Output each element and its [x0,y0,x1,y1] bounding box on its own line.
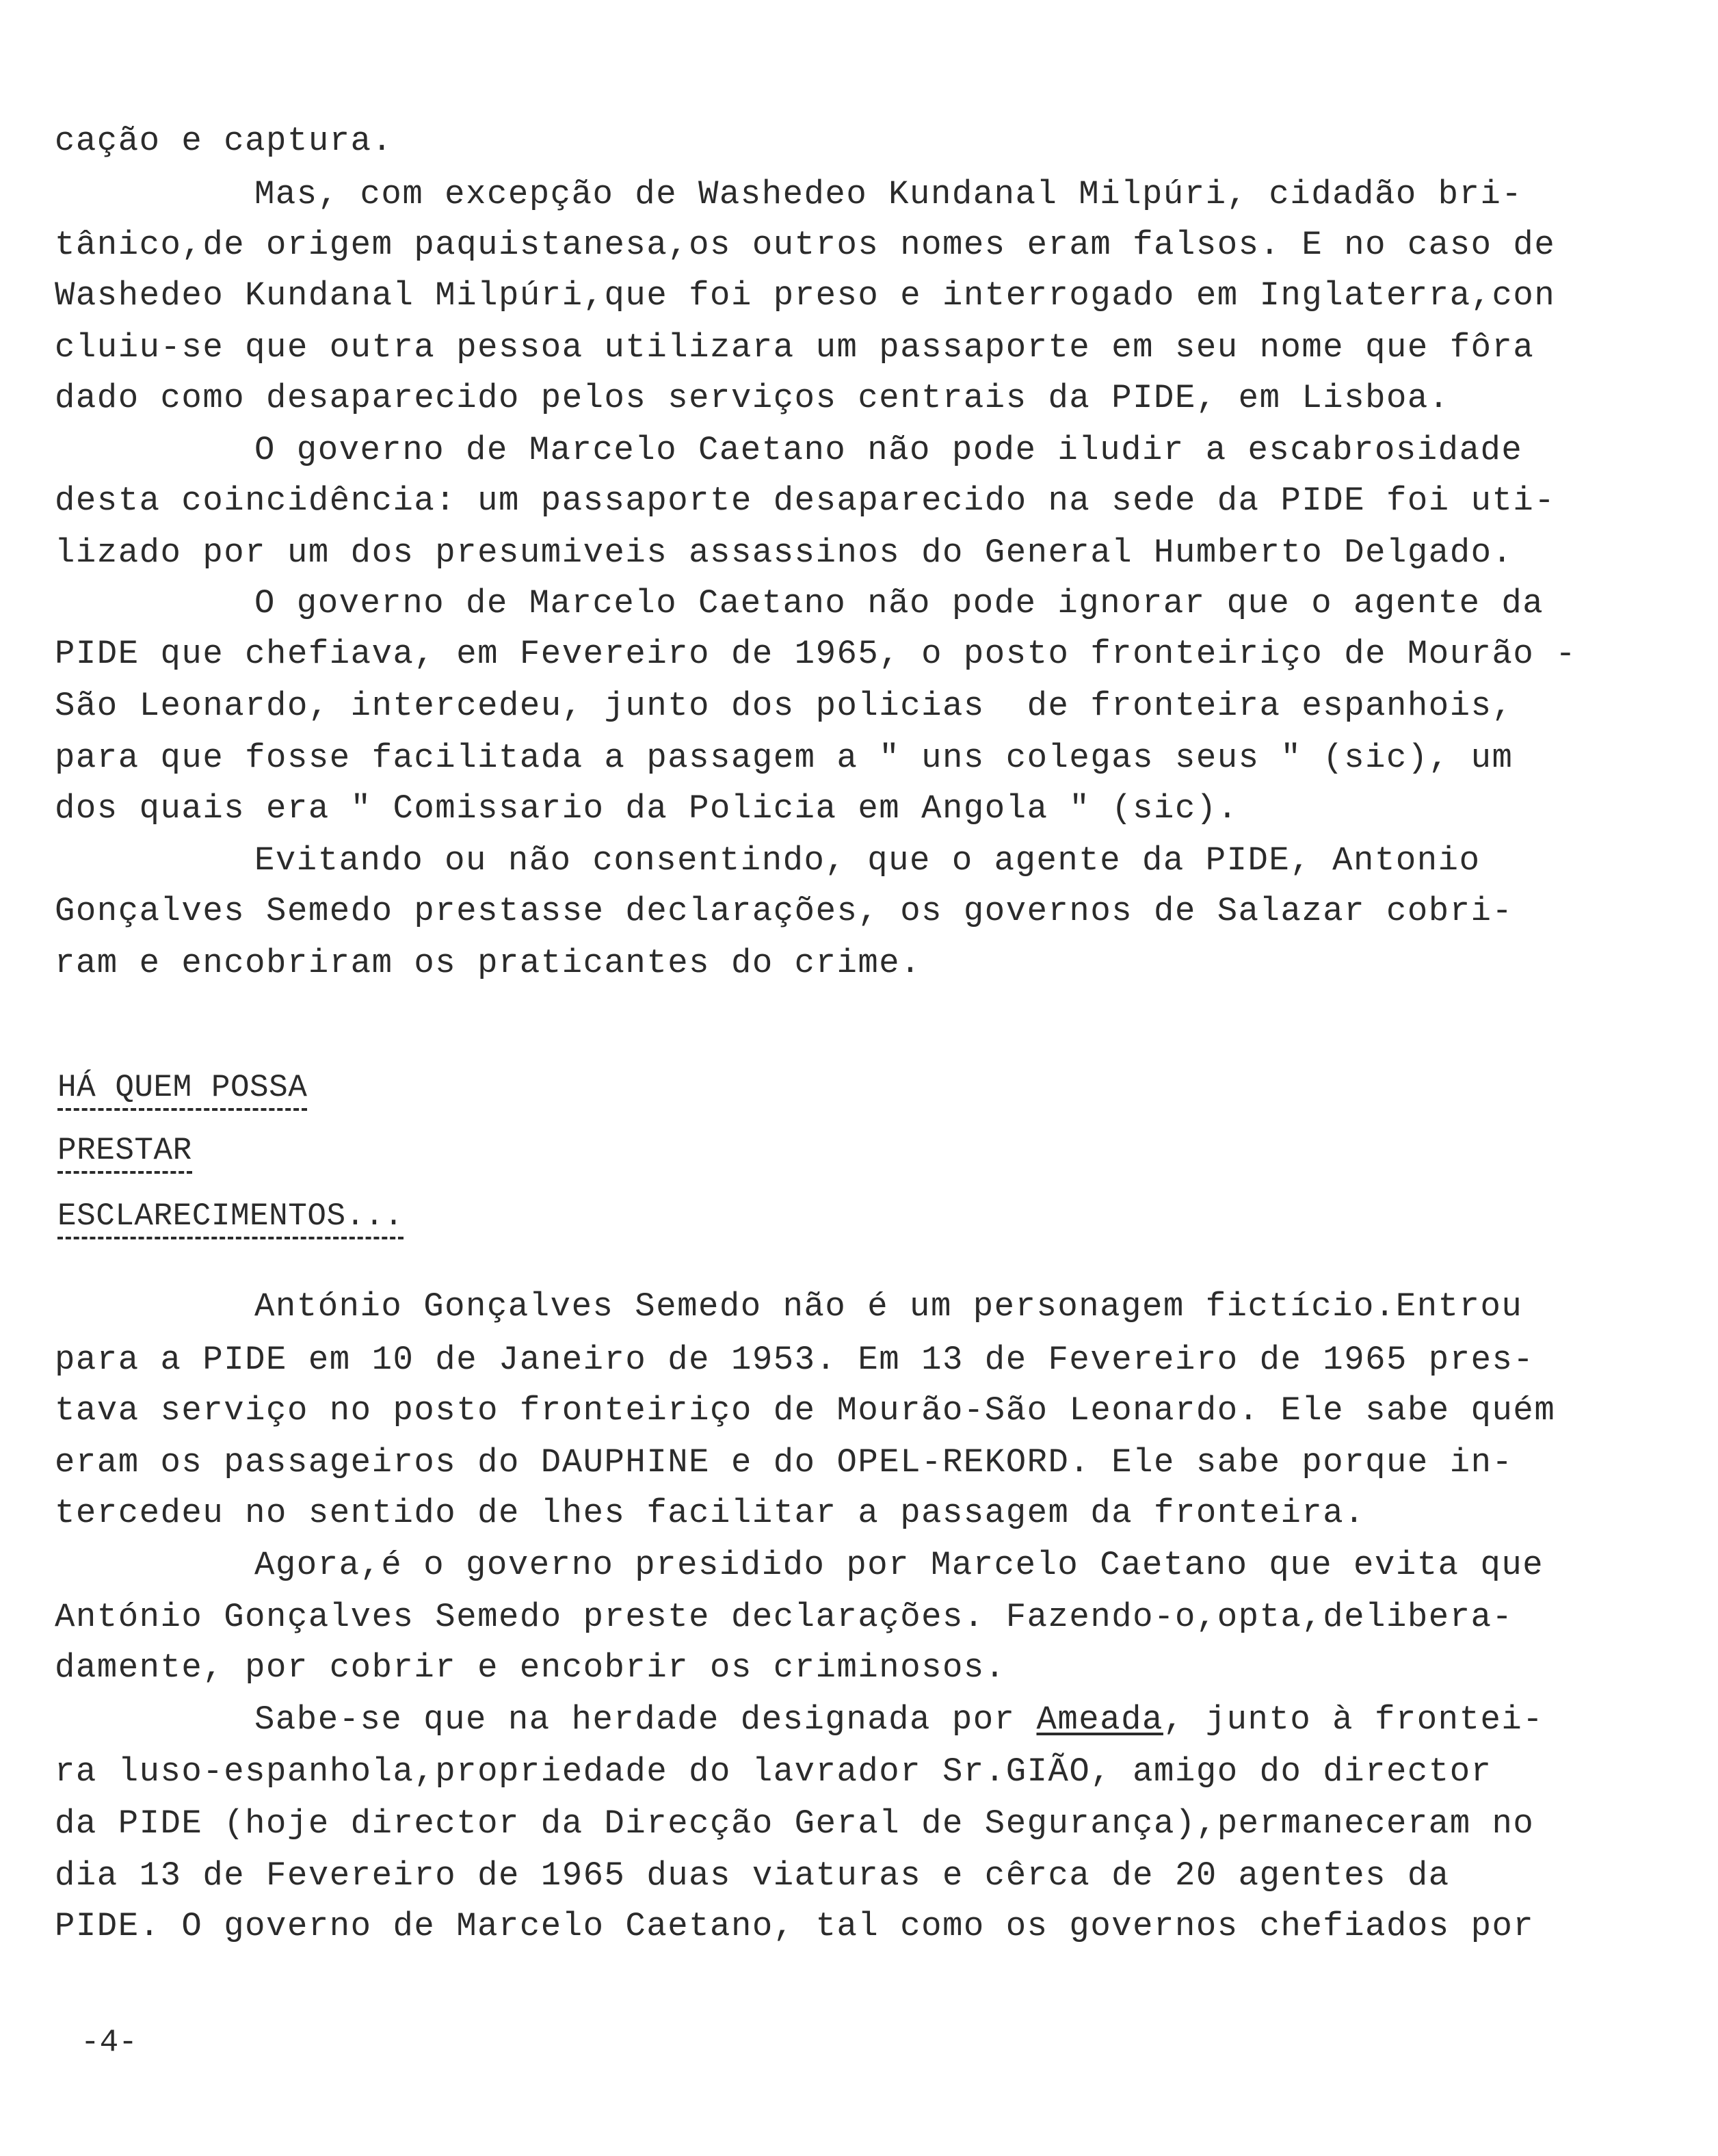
text-line: para a PIDE em 10 de Janeiro de 1953. Em 13 de Fevereiro de 1965 pres- [55,1341,1535,1379]
text-line: desta coincidência: um passaporte desaparecido na sede da PIDE foi uti- [55,482,1556,520]
page-number: -4- [81,2025,137,2060]
paragraph-first-line [254,1699,1544,1740]
underlined-place-name: Ameada [1036,1700,1163,1739]
text-line: eram os passageiros do DAUPHINE e do OPEL-REKORD. Ele sabe porque in- [55,1443,1514,1482]
text-line: PIDE. O governo de Marcelo Caetano, tal como os governos chefiados por [55,1907,1535,1945]
paragraph-first-line: António Gonçalves Semedo não é um personagem fictício.Entrou [254,1287,1523,1326]
text-segment: Sabe-se que na herdade designada por [254,1700,1037,1739]
text-segment: , junto à frontei- [1163,1700,1544,1739]
text-line: dado como desaparecido pelos serviços centrais da PIDE, em Lisboa. [55,379,1450,417]
text-line: PIDE que chefiava, em Fevereiro de 1965, o posto fronteiriço de Mourão - [55,635,1577,673]
text-line: tercedeu no sentido de lhes facilitar a passagem da fronteira. [55,1494,1366,1532]
paragraph-first-line: Mas, com excepção de Washedeo Kundanal Milpúri, cidadão bri- [254,175,1523,213]
text-line: dos quais era " Comissario da Policia em Angola " (sic). [55,789,1239,828]
paragraph-first-line: Agora,é o governo presidido por Marcelo Caetano que evita que [254,1546,1544,1584]
text-line: ra luso-espanhola,propriedade do lavrador Sr.GIÃO, amigo do director [55,1752,1492,1791]
text-line: São Leonardo, intercedeu, junto dos policias de fronteira espanhois, [55,687,1514,725]
text-line: ram e encobriram os praticantes do crime. [55,944,922,982]
text-line: António Gonçalves Semedo preste declarações. Fazendo-o,opta,delibera- [55,1598,1514,1636]
section-heading-line: ESCLARECIMENTOS... [57,1197,404,1239]
paragraph-first-line: Evitando ou não consentindo, que o agente da PIDE, Antonio [254,841,1481,880]
section-heading-line: HÁ QUEM POSSA [57,1068,307,1111]
text-line: damente, por cobrir e encobrir os criminosos. [55,1648,1006,1687]
text-line: Washedeo Kundanal Milpúri,que foi preso e interrogado em Inglaterra,con [55,276,1556,315]
text-line: Gonçalves Semedo prestasse declarações, os governos de Salazar cobri- [55,892,1514,930]
text-line: dia 13 de Fevereiro de 1965 duas viaturas e cêrca de 20 agentes da [55,1856,1450,1895]
section-heading-line: PRESTAR [57,1131,192,1174]
text-line: lizado por um dos presumiveis assassinos do General Humberto Delgado. [55,534,1514,572]
text-line: cação e captura. [55,122,393,160]
paragraph-first-line: O governo de Marcelo Caetano não pode ignorar que o agente da [254,584,1544,622]
text-line: tava serviço no posto fronteiriço de Mourão-São Leonardo. Ele sabe quém [55,1391,1556,1430]
text-line: tânico,de origem paquistanesa,os outros nomes eram falsos. E no caso de [55,226,1556,264]
text-line: para que fosse facilitada a passagem a " uns colegas seus " (sic), um [55,739,1514,777]
paragraph-first-line: O governo de Marcelo Caetano não pode iludir a escabrosidade [254,431,1523,469]
text-line: cluiu-se que outra pessoa utilizara um passaporte em seu nome que fôra [55,328,1535,367]
text-line: da PIDE (hoje director da Direcção Geral de Segurança),permaneceram no [55,1804,1535,1843]
